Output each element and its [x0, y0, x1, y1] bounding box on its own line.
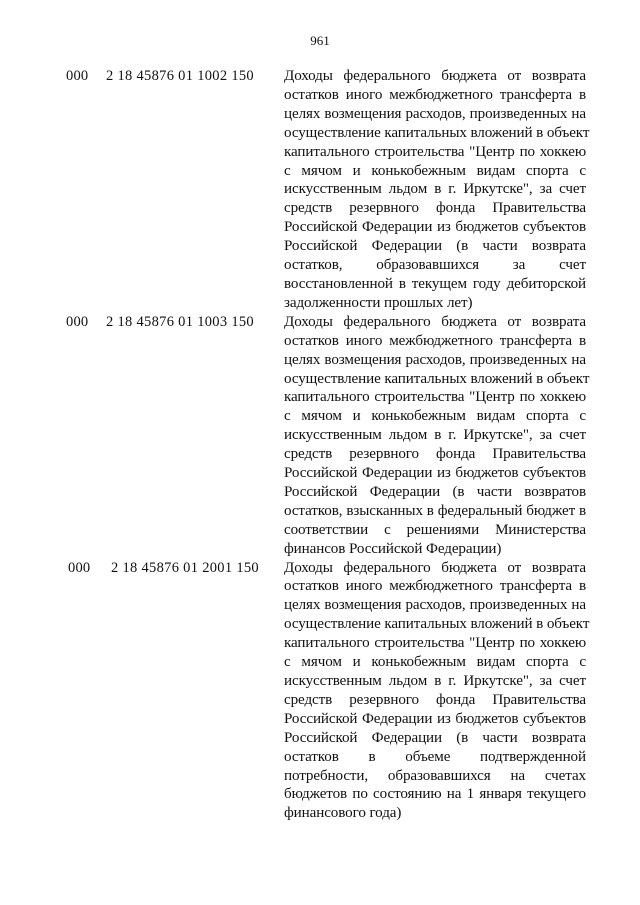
description-line: осуществление капитальных вложений в объект	[284, 124, 590, 141]
description-line: финансов Российской Федерации)	[284, 540, 502, 557]
description-line: остатков в объеме подтвержденной	[284, 748, 586, 765]
description-line: осуществление капитальных вложений в объект	[284, 370, 590, 387]
description-line: финансового года)	[284, 805, 402, 822]
budget-classification-code: 2 18 45876 01 2001 150	[111, 559, 259, 576]
description-line: потребности, образовавшихся на счетах	[284, 767, 586, 784]
description-line: Доходы федерального бюджета от возврата	[284, 559, 586, 576]
description-line: Доходы федерального бюджета от возврата	[284, 68, 586, 84]
description-line: Российской Федерации из бюджетов субъектов	[284, 465, 586, 482]
description-line: искусственным льдом в г. Иркутске", за счет	[284, 673, 586, 689]
description-line: Доходы федерального бюджета от возврата	[284, 313, 586, 330]
description-line: остатков, взысканных в федеральный бюджет в	[284, 502, 586, 519]
administrator-code: 000	[68, 559, 91, 576]
administrator-code: 000	[66, 313, 89, 330]
description-line: искусственным льдом в г. Иркутске", за счет	[284, 427, 586, 444]
description-line: осуществление капитальных вложений в объект	[284, 616, 590, 633]
description-line: остатков, образовавшихся за счет	[284, 257, 586, 274]
description-line: целях возмещения расходов, произведенных на	[284, 105, 586, 122]
description-line: целях возмещения расходов, произведенных на	[284, 597, 586, 614]
description-line: с мячом и конькобежным видам спорта с	[284, 162, 586, 179]
income-description	[284, 559, 590, 824]
budget-codes-table	[0, 67, 640, 823]
budget-code-entry	[0, 313, 640, 559]
page-number: 961	[310, 33, 330, 48]
description-line: Российской Федерации (в части возврата	[284, 729, 586, 746]
description-line: средств резервного фонда Правительства	[284, 200, 586, 217]
administrator-code: 000	[66, 68, 89, 84]
description-line: Российской Федерации (в части возвратов	[284, 483, 586, 500]
description-line: искусственным льдом в г. Иркутске", за счет	[284, 181, 586, 198]
description-line: соответствии с решениями Министерства	[284, 521, 586, 538]
description-line: средств резервного фонда Правительства	[284, 691, 586, 708]
description-line: капитального строительства "Центр по хоккею	[284, 143, 586, 160]
description-line: остатков иного межбюджетного трансферта в	[284, 86, 586, 103]
description-line: Российской Федерации из бюджетов субъектов	[284, 710, 586, 727]
budget-classification-code: 2 18 45876 01 1003 150	[106, 313, 254, 330]
description-line: остатков иного межбюджетного трансферта в	[284, 332, 586, 349]
budget-code-entry	[0, 559, 640, 824]
income-description	[284, 313, 590, 559]
income-description	[284, 67, 590, 313]
description-line: с мячом и конькобежным видам спорта с	[284, 408, 586, 425]
budget-classification-code: 2 18 45876 01 1002 150	[106, 68, 254, 84]
description-line: остатков иного межбюджетного трансферта в	[284, 578, 586, 595]
budget-code-entry	[0, 67, 640, 313]
description-line: задолженности прошлых лет)	[284, 294, 473, 311]
description-line: средств резервного фонда Правительства	[284, 446, 586, 463]
description-line: с мячом и конькобежным видам спорта с	[284, 654, 586, 671]
description-line: бюджетов по состоянию на 1 января текущего	[284, 786, 586, 803]
description-line: целях возмещения расходов, произведенных на	[284, 351, 586, 368]
description-line: Российской Федерации из бюджетов субъектов	[284, 219, 586, 236]
description-line: Российской Федерации (в части возврата	[284, 238, 586, 255]
description-line: капитального строительства "Центр по хоккею	[284, 635, 586, 652]
description-line: капитального строительства "Центр по хоккею	[284, 389, 586, 406]
description-line: восстановленной в текущем году дебиторской	[284, 275, 586, 292]
